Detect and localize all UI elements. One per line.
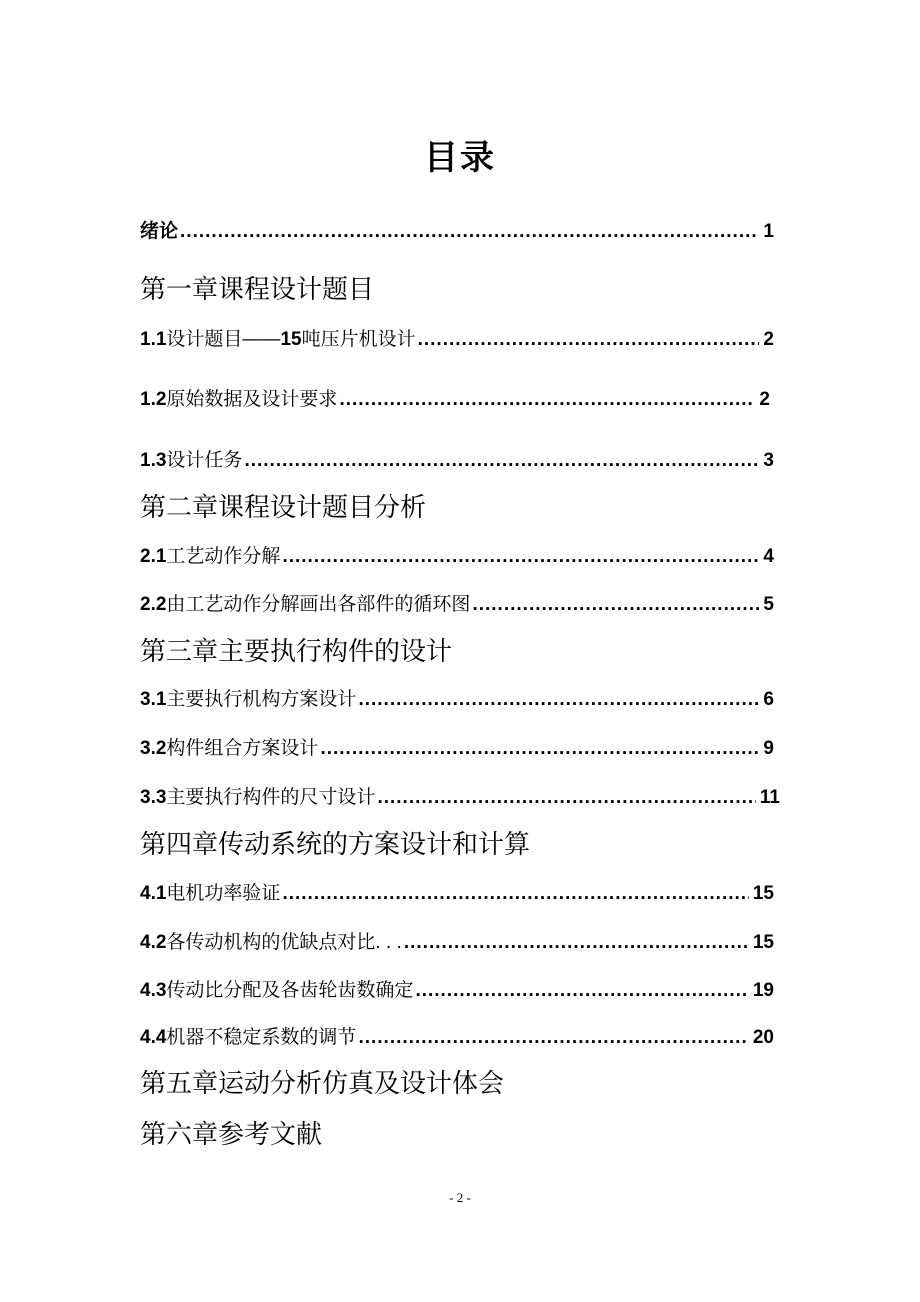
toc-leader-dots bbox=[282, 880, 748, 908]
toc-section-number: 1.3 bbox=[140, 450, 167, 471]
toc-leader-dots bbox=[282, 543, 759, 571]
page-number-footer: - 2 - bbox=[449, 1190, 471, 1205]
toc-chapter-5: 第五章运动分析仿真及设计体会 bbox=[140, 1069, 505, 1099]
toc-page-number: 3 bbox=[763, 450, 774, 471]
toc-title: 目录 bbox=[424, 138, 496, 178]
toc-section-number: 4.1 bbox=[140, 883, 167, 904]
toc-section-label: 由工艺动作分解画出各部件的循环图 bbox=[166, 594, 471, 615]
toc-chapter-6: 第六章参考文献 bbox=[140, 1120, 323, 1150]
toc-section-number: 4.3 bbox=[140, 980, 167, 1001]
toc-section-label: 原始数据及设计要求 bbox=[166, 389, 338, 410]
toc-entry-1-3 bbox=[140, 447, 774, 475]
toc-entry-4-1 bbox=[140, 880, 774, 908]
toc-entry-4-3 bbox=[140, 977, 774, 1005]
toc-page-number: 15 bbox=[752, 932, 774, 953]
toc-section-label: 设计任务 bbox=[166, 450, 243, 471]
toc-page-number: 6 bbox=[763, 689, 774, 710]
toc-leader-dots bbox=[180, 218, 759, 246]
toc-leader-dots bbox=[358, 1024, 748, 1052]
toc-page-number: 1 bbox=[763, 221, 774, 242]
toc-entry-2-2 bbox=[140, 591, 774, 619]
toc-page-number: 2 bbox=[763, 329, 774, 350]
toc-chapter-1: 第一章课程设计题目 bbox=[140, 275, 375, 305]
toc-chapter-2: 第二章课程设计题目分析 bbox=[140, 493, 427, 523]
toc-leader-dots bbox=[358, 686, 759, 714]
toc-leader-dots bbox=[339, 386, 755, 414]
toc-page-number: 11 bbox=[759, 787, 780, 808]
toc-section-label: 传动比分配及各齿轮齿数确定 bbox=[166, 980, 414, 1001]
toc-section-number: 1.1 bbox=[140, 329, 167, 350]
toc-section-label: 设计题目—— bbox=[166, 329, 281, 350]
toc-entry-4-4 bbox=[140, 1024, 774, 1052]
toc-section-label: 主要执行机构方案设计 bbox=[166, 689, 357, 710]
toc-leader-dots bbox=[415, 977, 748, 1005]
toc-section-number: 3.1 bbox=[140, 689, 167, 710]
toc-leader-dots bbox=[244, 447, 759, 475]
toc-entry-1-2 bbox=[140, 386, 770, 414]
toc-entry-3-1 bbox=[140, 686, 774, 714]
toc-section-number: 4.4 bbox=[140, 1027, 167, 1048]
toc-entry-4-2 bbox=[140, 929, 774, 957]
toc-section-label: 主要执行构件的尺寸设计 bbox=[166, 787, 376, 808]
toc-section-number: 3.2 bbox=[140, 738, 167, 759]
toc-page-number: 20 bbox=[752, 1027, 774, 1048]
toc-chapter-3: 第三章主要执行构件的设计 bbox=[140, 637, 453, 667]
toc-leader-dots bbox=[472, 591, 759, 619]
toc-page-number: 9 bbox=[763, 738, 774, 759]
toc-section-label: 电机功率验证 bbox=[166, 883, 281, 904]
toc-section-label: 构件组合方案设计 bbox=[166, 738, 319, 759]
toc-leader-dots bbox=[404, 929, 749, 957]
toc-section-label: 各传动机构的优缺点对比. . . bbox=[166, 932, 402, 953]
toc-leader-dots bbox=[418, 326, 760, 354]
toc-page-number: 5 bbox=[763, 594, 774, 615]
toc-section-number: 4.2 bbox=[140, 932, 167, 953]
toc-section-label-rest: 吨压片机设计 bbox=[301, 329, 416, 350]
toc-chapter-4: 第四章传动系统的方案设计和计算 bbox=[140, 830, 531, 860]
toc-page-number: 19 bbox=[752, 980, 774, 1001]
toc-page-number: 15 bbox=[752, 883, 774, 904]
toc-entry-label: 绪论 bbox=[140, 221, 179, 242]
toc-entry-2-1 bbox=[140, 543, 774, 571]
toc-leader-dots bbox=[320, 735, 759, 763]
toc-page-number: 4 bbox=[763, 546, 774, 567]
toc-page-number: 2 bbox=[759, 389, 770, 410]
toc-section-number: 2.2 bbox=[140, 594, 167, 615]
toc-entry-1-1 bbox=[140, 326, 774, 354]
toc-section-number: 2.1 bbox=[140, 546, 167, 567]
toc-section-number: 1.2 bbox=[140, 389, 167, 410]
toc-section-label: 机器不稳定系数的调节 bbox=[166, 1027, 357, 1048]
toc-leader-dots bbox=[377, 784, 755, 812]
toc-entry-3-2 bbox=[140, 735, 774, 763]
toc-section-label: 工艺动作分解 bbox=[166, 546, 281, 567]
toc-entry-intro bbox=[140, 218, 774, 246]
toc-section-number: 3.3 bbox=[140, 787, 167, 808]
toc-section-label-number: 15 bbox=[280, 329, 302, 350]
toc-entry-3-3 bbox=[140, 784, 780, 812]
